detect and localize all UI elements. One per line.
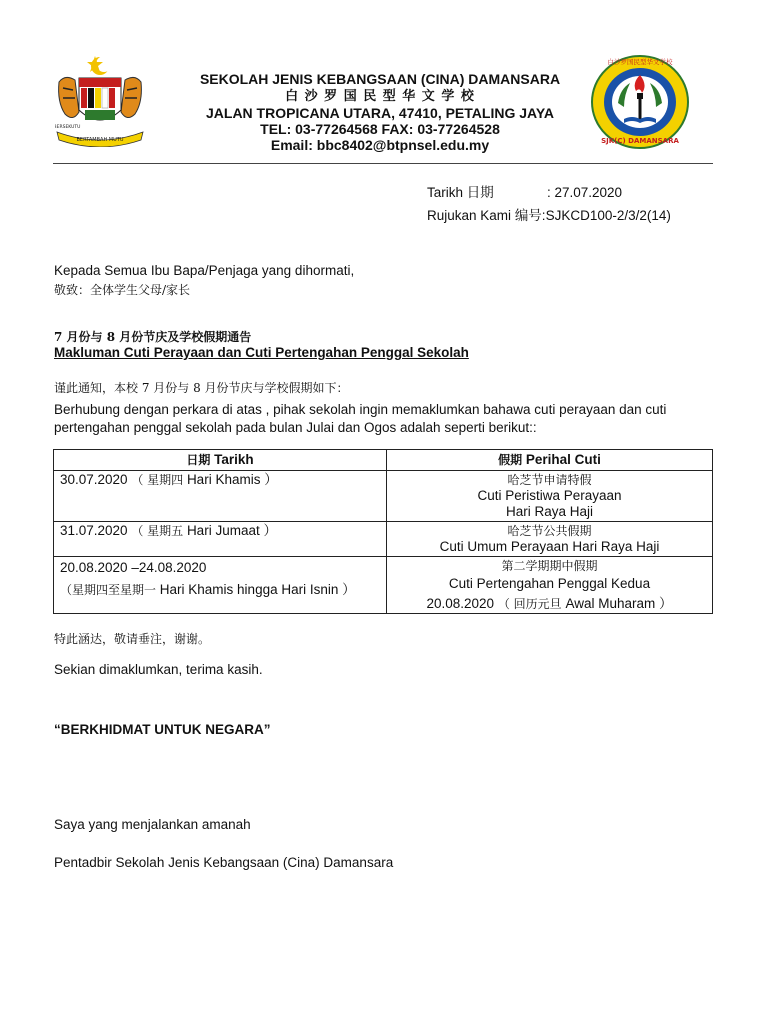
row-day-ms: Hari Khamis ）: [186, 472, 278, 487]
closing-cn: 特此涵达，敬请垂注，谢谢。: [54, 632, 211, 646]
date-label: Tarikh 日期: [427, 185, 494, 200]
header-divider: [53, 163, 713, 164]
reference-label: Rujukan Kami: [427, 208, 512, 223]
row-day-ms: Hari Jumaat ）: [186, 523, 277, 538]
row-date: [54, 471, 387, 522]
subject-ms: Makluman Cuti Perayaan dan Cuti Pertengahan Penggal Sekolah: [54, 345, 469, 360]
column-header-item: [387, 450, 713, 471]
table-header-row: [54, 450, 713, 471]
intro-cn: 谨此通知，本校 7 月份与 8 月份节庆与学校假期如下：: [54, 381, 349, 395]
row-item-ms-2: [393, 596, 706, 612]
row-item-ms: Cuti Pertengahan Penggal Kedua: [448, 576, 651, 591]
row-date-value: 20.08.2020 –24.08.2020: [60, 560, 207, 575]
row-item-cn: 哈芝节申请特假: [507, 473, 592, 487]
reference-row: [427, 204, 671, 224]
row-item-day-cn: （ 回历元旦: [497, 597, 562, 611]
subject-cn: 7 月份与 8 月份节庆及学校假期通告: [54, 330, 252, 344]
school-email: Email: bbc8402@btpnsel.edu.my: [270, 137, 490, 153]
signature-line: Saya yang menjalankan amanah: [54, 817, 251, 832]
intro-ms-line2: pertengahan penggal sekolah pada bulan Julai dan Ogos adalah seperti berikut::: [54, 420, 537, 435]
row-date-value: 31.07.2020: [60, 523, 128, 538]
row-day-cn: （星期四至星期一: [60, 583, 157, 597]
row-date-value: 30.07.2020: [60, 472, 128, 487]
row-item-ms-2: Hari Raya Haji: [505, 504, 594, 519]
intro-ms-line1: Berhubung dengan perkara di atas , pihak sekolah ingin memaklumkan bahawa cuti perayaan dan cuti: [54, 402, 667, 417]
row-item-cn: 哈芝节公共假期: [507, 524, 592, 538]
salutation-cn: 敬致：全体学生父母/家长: [54, 283, 191, 297]
table-row: [54, 471, 713, 522]
school-crest-bottom-text: SJK(C) DAMANSARA: [601, 137, 679, 145]
closing-ms: Sekian dimaklumkan, terima kasih.: [54, 662, 263, 677]
school-crest-logo: [590, 53, 690, 151]
row-item-day-ms: Awal Muharam ）: [565, 596, 673, 611]
row-item-ms: Cuti Peristiwa Perayaan: [477, 488, 622, 503]
school-crest-ring-text: 白沙罗国民型华文学校: [607, 58, 673, 66]
row-day-cn: （ 星期四: [131, 473, 184, 487]
holiday-table: [53, 449, 713, 614]
coat-of-arms-motto-left: BERSEKUTU: [55, 125, 81, 130]
date-value: : 27.07.2020: [547, 185, 623, 200]
coat-of-arms-motto: BERTAMBAH MUTU: [76, 137, 124, 143]
coat-of-arms-logo: [55, 52, 145, 147]
school-address: JALAN TROPICANA UTARA, 47410, PETALING JAYA: [206, 105, 554, 121]
reference-value: 编号:SJKCD100-2/3/2(14): [514, 208, 671, 223]
row-item-ms: Cuti Umum Perayaan Hari Raya Haji: [439, 539, 660, 554]
column-header-date-cn: 日期: [186, 453, 211, 467]
column-header-date: [54, 450, 387, 471]
column-header-date-ms: Tarikh: [214, 452, 254, 467]
closing-motto: “BERKHIDMAT UNTUK NEGARA”: [54, 722, 271, 737]
row-date: [54, 522, 387, 557]
row-item-cn: 第二学期期中假期: [501, 559, 598, 573]
row-day-ms: Hari Khamis hingga Hari Isnin ）: [159, 582, 356, 597]
date-row: [427, 181, 622, 201]
table-row: [54, 557, 713, 614]
column-header-item-cn: 假期: [498, 453, 523, 467]
row-date: [54, 557, 387, 614]
row-item: [387, 471, 713, 522]
salutation-ms: Kepada Semua Ibu Bapa/Penjaga yang dihormati,: [54, 263, 355, 278]
row-item: [387, 557, 713, 614]
table-row: [54, 522, 713, 557]
school-name-cn: 白 沙 罗 国 民 型 华 文 学 校: [285, 89, 475, 104]
row-item-date: 20.08.2020: [426, 596, 495, 611]
row-item: [387, 522, 713, 557]
school-name: SEKOLAH JENIS KEBANGSAAN (CINA) DAMANSARA: [199, 71, 561, 87]
column-header-item-ms: Perihal Cuti: [525, 452, 601, 467]
signatory-title: Pentadbir Sekolah Jenis Kebangsaan (Cina) Damansara: [54, 855, 394, 870]
row-day-cn: （ 星期五: [131, 524, 184, 538]
school-phone: TEL: 03-77264568 FAX: 03-77264528: [260, 121, 500, 137]
